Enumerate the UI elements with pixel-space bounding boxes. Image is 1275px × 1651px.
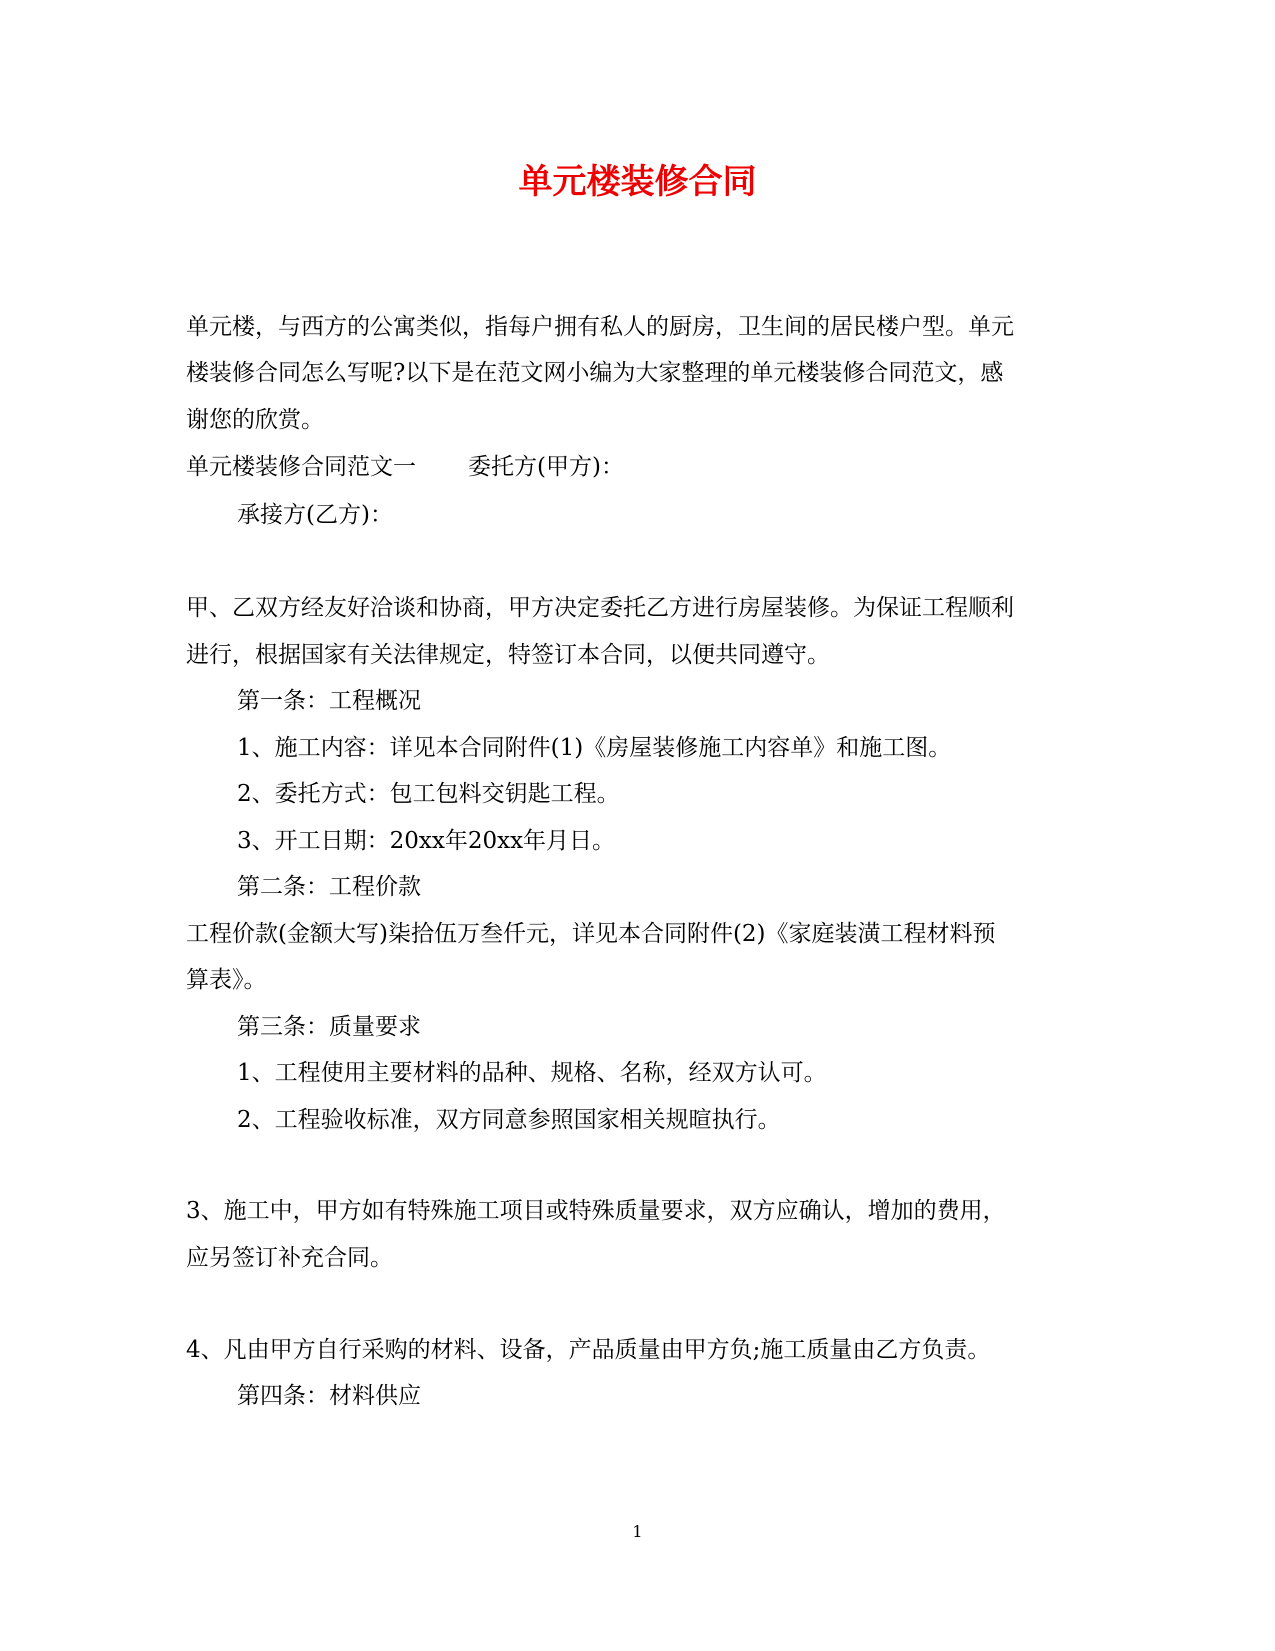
article-3-heading: 第三条：质量要求 bbox=[237, 1014, 421, 1040]
page-number: 1 bbox=[632, 1522, 643, 1541]
preamble-line-2: 进行，根据国家有关法律规定，特签订本合同，以便共同遵守。 bbox=[186, 642, 830, 668]
article-3-item-4: 4、凡由甲方自行采购的材料、设备，产品质量由甲方负;施工质量由乙方负责。 bbox=[186, 1337, 991, 1363]
article-3-item-2: 2、工程验收标准，双方同意参照国家相关规暄执行。 bbox=[237, 1107, 781, 1133]
document-title: 单元楼装修合同 bbox=[518, 162, 757, 202]
intro-line-2: 楼装修合同怎么写呢?以下是在范文网小编为大家整理的单元楼装修合同范文，感 bbox=[186, 360, 1004, 386]
intro-line-3: 谢您的欣赏。 bbox=[186, 407, 324, 433]
article-1-heading: 第一条：工程概况 bbox=[237, 688, 421, 714]
article-3-item-3-line-2: 应另签订补充合同。 bbox=[186, 1245, 393, 1271]
article-2-heading: 第二条：工程价款 bbox=[237, 874, 421, 900]
article-3-item-3-line-1: 3、施工中，甲方如有特殊施工项目或特殊质量要求，双方应确认，增加的费用， bbox=[186, 1198, 1006, 1224]
article-2-line-2: 算表》。 bbox=[186, 967, 267, 993]
article-1-item-2: 2、委托方式：包工包料交钥匙工程。 bbox=[237, 781, 620, 807]
article-2-line-1: 工程价款(金额大写)柒拾伍万叁仟元，详见本合同附件(2)《家庭装潢工程材料预 bbox=[186, 921, 996, 947]
intro-line-1: 单元楼，与西方的公寓类似，指每户拥有私人的厨房，卫生间的居民楼户型。单元 bbox=[186, 314, 1014, 340]
preamble-line-1: 甲、乙双方经友好洽谈和协商，甲方决定委托乙方进行房屋装修。为保证工程顺利 bbox=[186, 595, 1014, 621]
party-a-label: 委托方(甲方)： bbox=[468, 454, 624, 480]
article-4-heading: 第四条：材料供应 bbox=[237, 1383, 421, 1409]
article-3-item-1: 1、工程使用主要材料的品种、规格、名称，经双方认可。 bbox=[237, 1060, 827, 1086]
party-b-label: 承接方(乙方)： bbox=[237, 502, 393, 528]
sample-heading: 单元楼装修合同范文一 bbox=[186, 454, 416, 480]
sample-heading-row bbox=[186, 452, 624, 482]
article-1-item-3: 3、开工日期：20xx年20xx年月日。 bbox=[237, 828, 616, 854]
article-1-item-1: 1、施工内容：详见本合同附件(1)《房屋装修施工内容单》和施工图。 bbox=[237, 735, 952, 761]
